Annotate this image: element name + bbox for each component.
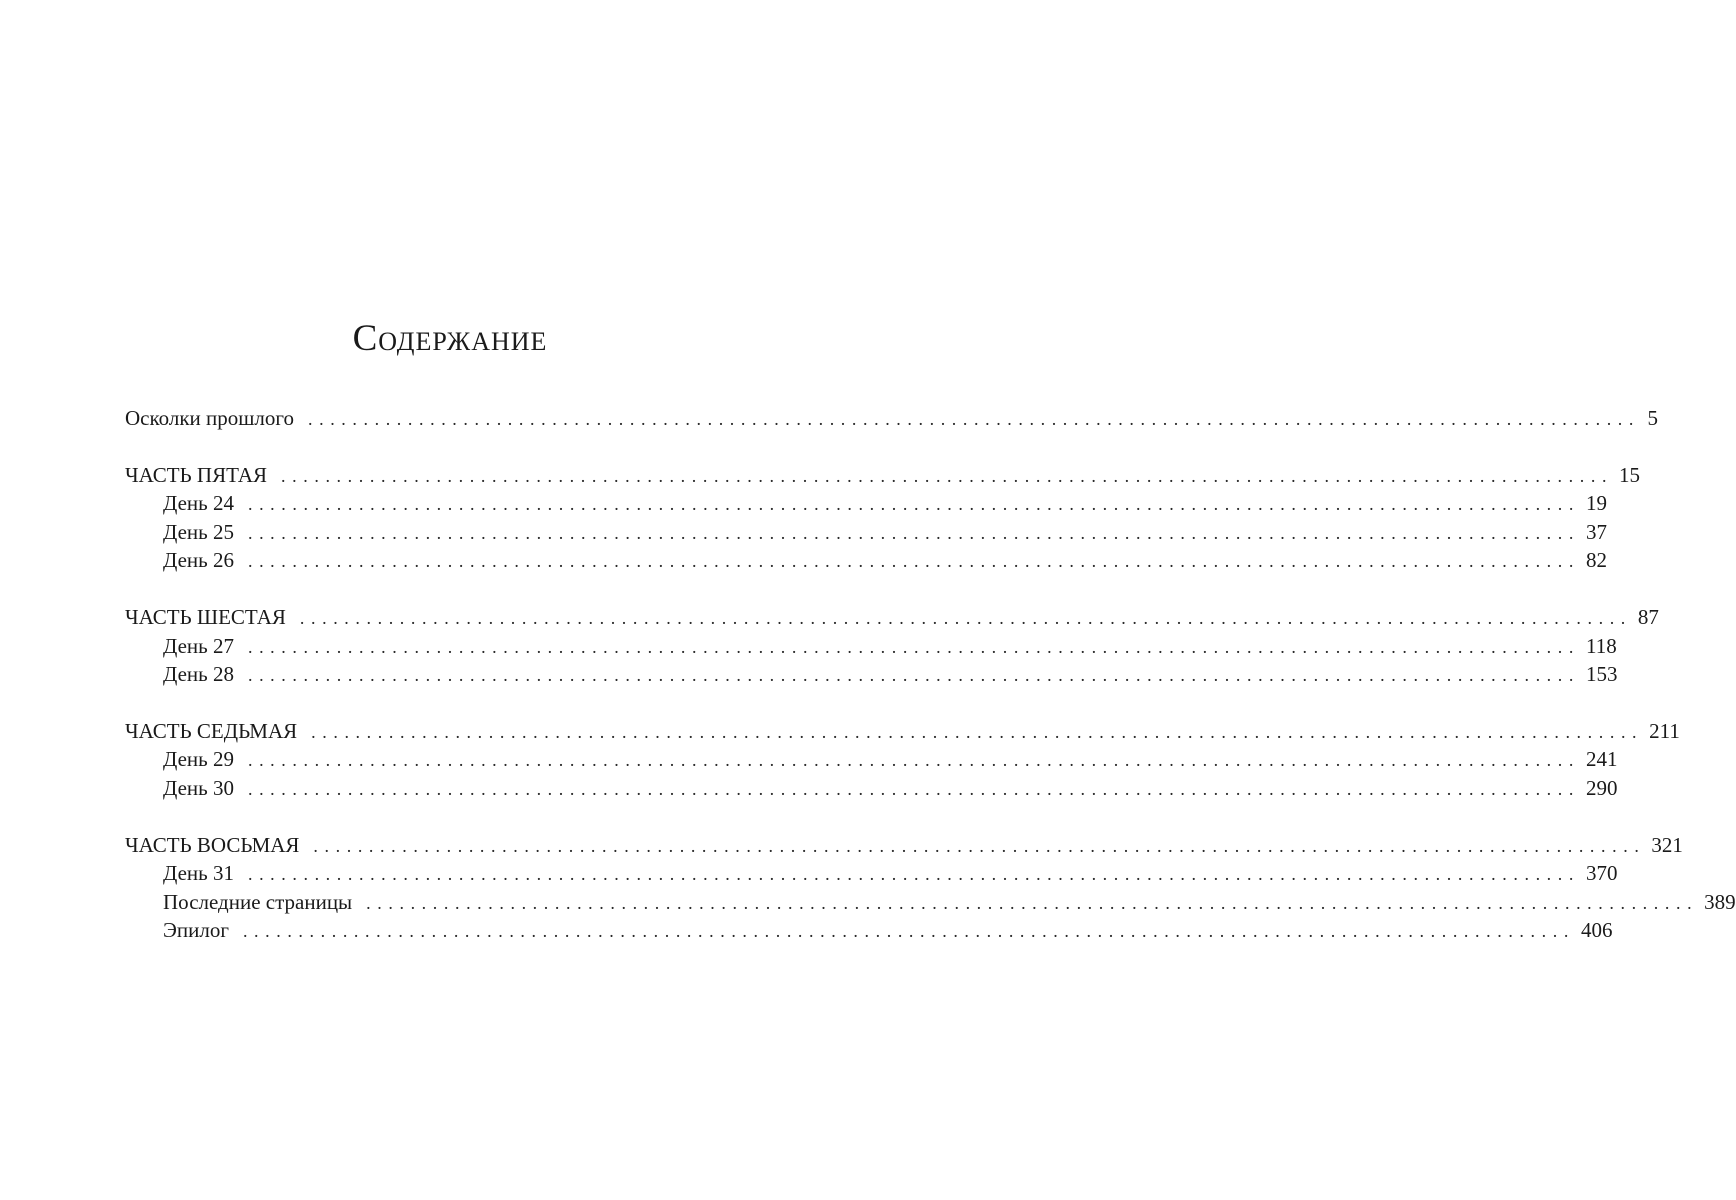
- dot-leader: ........................................................................................................................: [281, 465, 1614, 486]
- toc-entry-page: 82: [1585, 548, 1607, 573]
- toc-entry-page: 5: [1647, 406, 1658, 430]
- toc-entry-label: Последние страницы: [163, 889, 353, 914]
- toc-entry-label: Осколки прошлого: [125, 406, 294, 430]
- toc-entry-page: 19: [1585, 491, 1607, 516]
- toc-entry-part-seven: [125, 717, 1680, 746]
- toc-entry-label: День 30: [163, 775, 234, 800]
- dot-leader: ........................................................................................................................: [247, 778, 1580, 799]
- table-of-contents: [125, 404, 1736, 945]
- dot-leader: ........................................................................................................................: [247, 665, 1580, 686]
- toc-entry-day-25: [125, 518, 1607, 547]
- toc-entry-page: 389: [1704, 889, 1736, 914]
- toc-entry-epilogue: [125, 916, 1613, 945]
- toc-entry-label: День 28: [163, 662, 234, 687]
- toc-entry-day-29: [125, 745, 1618, 774]
- toc-entry-label: День 29: [163, 747, 234, 772]
- dot-leader: ........................................................................................................................: [247, 494, 1580, 515]
- toc-entry-day-31: [125, 859, 1618, 888]
- dot-leader: ........................................................................................................................: [311, 721, 1644, 742]
- dot-leader: ........................................................................................................................: [242, 921, 1575, 942]
- toc-entry-label: ЧАСТЬ СЕДЬМАЯ: [125, 718, 298, 743]
- dot-leader: ........................................................................................................................: [366, 892, 1699, 913]
- toc-entry-prologue: [125, 404, 1658, 433]
- toc-entry-day-26: [125, 546, 1607, 575]
- toc-entry-part-eight: [125, 831, 1683, 860]
- toc-entry-page: 321: [1651, 832, 1683, 857]
- toc-entry-page: 370: [1585, 861, 1618, 886]
- toc-entry-day-28: [125, 660, 1618, 689]
- toc-entry-label: ЧАСТЬ ШЕСТАЯ: [125, 604, 286, 629]
- toc-entry-page: 87: [1637, 604, 1659, 629]
- toc-entry-page: 290: [1585, 775, 1618, 800]
- dot-leader: ........................................................................................................................: [247, 636, 1580, 657]
- toc-entry-label: День 24: [163, 491, 234, 516]
- toc-entry-last-pages: [125, 888, 1736, 917]
- dot-leader: ........................................................................................................................: [247, 750, 1580, 771]
- toc-entry-page: 153: [1585, 662, 1618, 687]
- toc-entry-label: День 27: [163, 633, 234, 658]
- toc-entry-page: 241: [1585, 747, 1618, 772]
- toc-entry-day-24: [125, 489, 1607, 518]
- dot-leader: ........................................................................................................................: [308, 409, 1640, 429]
- toc-entry-day-30: [125, 774, 1618, 803]
- toc-entry-page: 37: [1585, 519, 1607, 544]
- toc-entry-label: День 26: [163, 548, 234, 573]
- page-title: Содержание: [352, 318, 548, 359]
- toc-entry-label: День 25: [163, 519, 234, 544]
- toc-entry-part-six: [125, 603, 1659, 632]
- toc-entry-label: ЧАСТЬ ВОСЬМАЯ: [125, 832, 300, 857]
- toc-entry-day-27: [125, 632, 1617, 661]
- toc-entry-label: ЧАСТЬ ПЯТАЯ: [125, 462, 268, 487]
- toc-entry-label: Эпилог: [163, 918, 229, 943]
- toc-entry-page: 15: [1619, 462, 1641, 487]
- dot-leader: ........................................................................................................................: [247, 551, 1580, 572]
- dot-leader: ........................................................................................................................: [299, 607, 1632, 628]
- toc-entry-label: День 31: [163, 861, 234, 886]
- dot-leader: ........................................................................................................................: [247, 864, 1580, 885]
- toc-entry-page: 118: [1585, 633, 1617, 658]
- dot-leader: ........................................................................................................................: [247, 522, 1580, 543]
- dot-leader: ........................................................................................................................: [313, 835, 1646, 856]
- toc-entry-page: 211: [1649, 718, 1680, 743]
- toc-entry-part-five: [125, 461, 1641, 490]
- toc-entry-page: 406: [1580, 918, 1613, 943]
